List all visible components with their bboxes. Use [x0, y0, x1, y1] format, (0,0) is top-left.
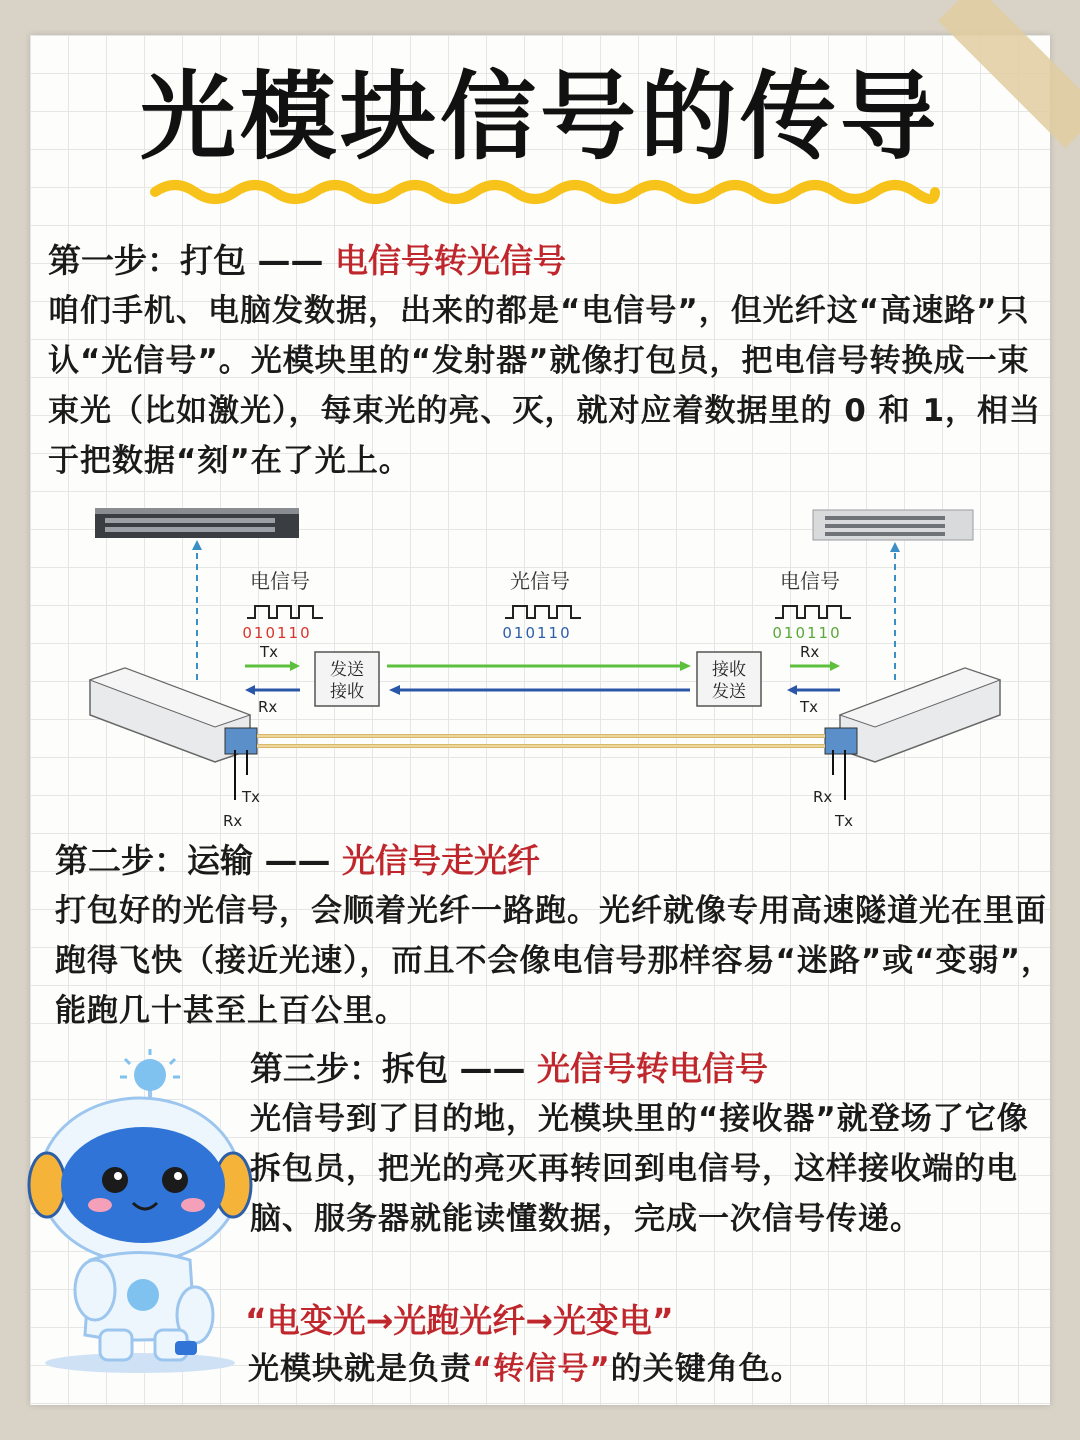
left-optical-module [90, 668, 257, 800]
step3-heading [250, 1046, 1050, 1092]
summary-suffix: 的关键角色。 [610, 1351, 803, 1387]
summary-line [248, 1344, 1048, 1394]
step1-heading-prefix: 第一步：打包 —— [48, 241, 335, 280]
summary-quote: “电变光→光跑光纤→光变电” [245, 1301, 674, 1340]
left-rx-label: Rx [258, 698, 278, 716]
right-rx-label: Rx [800, 643, 820, 661]
left-switch-device [95, 508, 299, 538]
right-electric-label: 电信号 [780, 569, 840, 593]
right-optical-module [825, 668, 1000, 800]
step1-body: 咱们手机、电脑发数据，出来的都是“电信号”，但光纤这“高速路”只认“光信号”。光模块里的“发射器”就像打包员，把电信号转换成一束束光（比如激光），每束光的亮、灭，就对应着数据里的 0 和 1，相当于把数据“刻”在了光上。 [48, 293, 1042, 479]
signal-diagram [85, 500, 1005, 840]
optical-forward-arrow [680, 661, 691, 671]
left-port-tx: Tx [242, 788, 261, 806]
right-port-tx: Tx [835, 812, 854, 830]
left-tx-label: Tx [260, 643, 279, 661]
page-title: 光模块信号的传导 [140, 61, 940, 173]
step3-heading-highlight: 光信号转电信号 [536, 1049, 768, 1088]
right-server-device [813, 510, 973, 540]
step3-heading-prefix: 第三步：拆包 —— [250, 1049, 537, 1088]
right-port-rx: Rx [813, 788, 833, 806]
robot-mascot-illustration [25, 1045, 255, 1375]
left-port-rx: Rx [223, 812, 243, 830]
left-electric-label: 电信号 [250, 569, 310, 593]
step2-body: 打包好的光信号，会顺着光纤一路跑。光纤就像专用高速隧道光在里面跑得飞快（接近光速），而且不会像电信号那样容易“迷路”或“变弱”，能跑几十甚至上百公里。 [55, 893, 1053, 1029]
optical-return-arrow [389, 685, 400, 695]
step2-heading [55, 838, 1055, 884]
step3-body: 光信号到了目的地，光模块里的“接收器”就登场了它像拆包员，把光的亮灭再转回到电信号，这样接收端的电脑、服务器就能读懂数据，完成一次信号传递。 [250, 1101, 1029, 1237]
left-box-line2: 接收 [330, 682, 364, 702]
summary-highlight: “转信号” [472, 1351, 611, 1387]
right-box-line2: 发送 [712, 682, 746, 702]
step1-heading-highlight: 电信号转光信号 [334, 241, 566, 280]
summary-prefix: 光模块就是负责 [248, 1351, 472, 1387]
middle-optical-label: 光信号 [510, 569, 570, 593]
middle-bits: 010110 [502, 624, 572, 642]
right-tx-label: Tx [800, 698, 819, 716]
step1-heading [48, 238, 1048, 284]
left-box-line1: 发送 [330, 660, 364, 680]
left-bits: 010110 [242, 624, 312, 642]
pulse-waveforms [247, 606, 851, 618]
step2-heading-prefix: 第二步：运输 —— [55, 841, 342, 880]
step2-heading-highlight: 光信号走光纤 [341, 841, 540, 880]
yellow-wave-underline [150, 172, 940, 212]
right-bits: 010110 [772, 624, 842, 642]
right-box-line1: 接收 [712, 660, 746, 680]
